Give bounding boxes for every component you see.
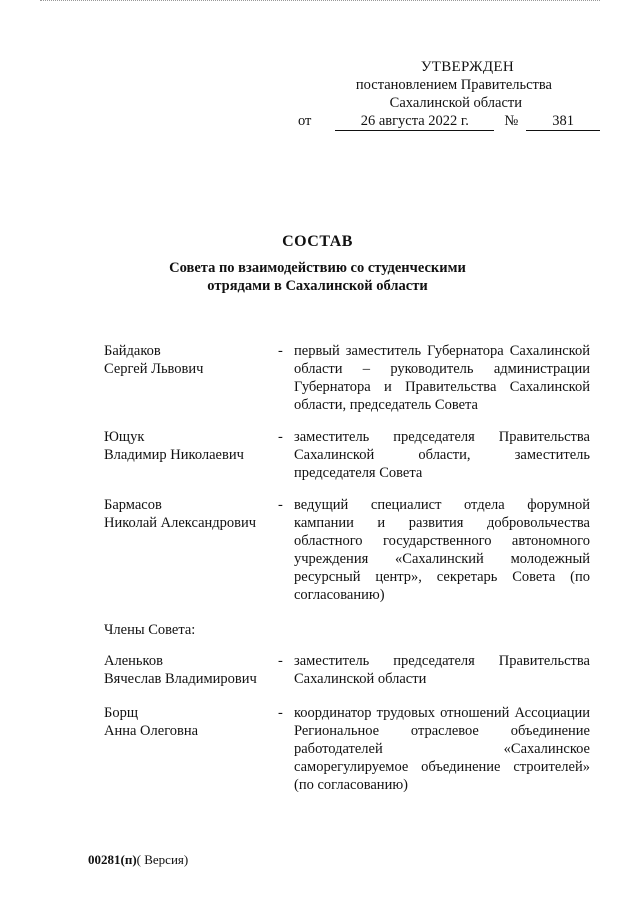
member-name bbox=[104, 342, 279, 378]
footer-document-code: 00281(п) bbox=[88, 852, 137, 867]
member-name bbox=[104, 428, 279, 464]
member-surname: Байдаков bbox=[104, 343, 161, 359]
member-role: ведущий специалист отдела форумной кампании и развития добровольчества областного государственного автономного учреждения «Сахалинский молодежный ресурсный центр», секретарь Совета (по согласованию) bbox=[294, 497, 590, 603]
scan-artifact bbox=[40, 0, 600, 11]
member-name bbox=[104, 496, 279, 532]
member-dash: - bbox=[278, 429, 283, 445]
member-given-names: Владимир Николаевич bbox=[104, 447, 244, 463]
member-given-names: Николай Александрович bbox=[104, 515, 257, 531]
member-surname: Ющук bbox=[104, 429, 145, 445]
document-subtitle-line-1: Совета по взаимодействию со студенческими bbox=[169, 260, 466, 276]
member-name bbox=[104, 704, 279, 740]
footer-version: ( Версия) bbox=[136, 852, 189, 867]
member-surname: Бармасов bbox=[104, 497, 162, 513]
approval-date: 26 августа 2022 г. bbox=[335, 112, 494, 131]
member-given-names: Анна Олеговна bbox=[104, 723, 199, 739]
member-dash: - bbox=[278, 653, 283, 669]
document-title: СОСТАВ bbox=[282, 233, 353, 250]
member-role: заместитель председателя Правительства Сахалинской области, заместитель председателя Совета bbox=[294, 429, 590, 481]
number-label: № bbox=[504, 113, 519, 129]
document-subtitle-line-2: отрядами в Сахалинской области bbox=[207, 278, 428, 294]
member-dash: - bbox=[278, 343, 283, 359]
approval-block bbox=[290, 58, 600, 131]
member-role: координатор трудовых отношений Ассоциации Региональное отраслевое объединение работодателей «Сахалинское саморегулируемое объединение строителей» (по согласованию) bbox=[294, 705, 590, 793]
approval-number: 381 bbox=[526, 112, 600, 131]
approval-date-line bbox=[290, 112, 600, 131]
footer-code bbox=[88, 851, 188, 869]
member-surname: Борщ bbox=[104, 705, 138, 721]
member-dash: - bbox=[278, 497, 283, 513]
member-name bbox=[104, 652, 279, 688]
member-role: заместитель председателя Правительства Сахалинской области bbox=[294, 653, 590, 687]
members-label: Члены Совета: bbox=[104, 622, 196, 638]
approval-line-2: Сахалинской области bbox=[389, 95, 522, 111]
from-label: от bbox=[298, 113, 312, 129]
member-surname: Аленьков bbox=[104, 653, 163, 669]
approval-line-1: постановлением Правительства bbox=[355, 77, 552, 93]
member-given-names: Сергей Львович bbox=[104, 361, 204, 377]
member-given-names: Вячеслав Владимирович bbox=[104, 671, 257, 687]
member-role: первый заместитель Губернатора Сахалинской области – руководитель администрации Губернатора и Правительства Сахалинской области, председатель Совета bbox=[294, 343, 590, 413]
approval-title: УТВЕРЖДЕН bbox=[420, 59, 514, 75]
member-dash: - bbox=[278, 705, 283, 721]
